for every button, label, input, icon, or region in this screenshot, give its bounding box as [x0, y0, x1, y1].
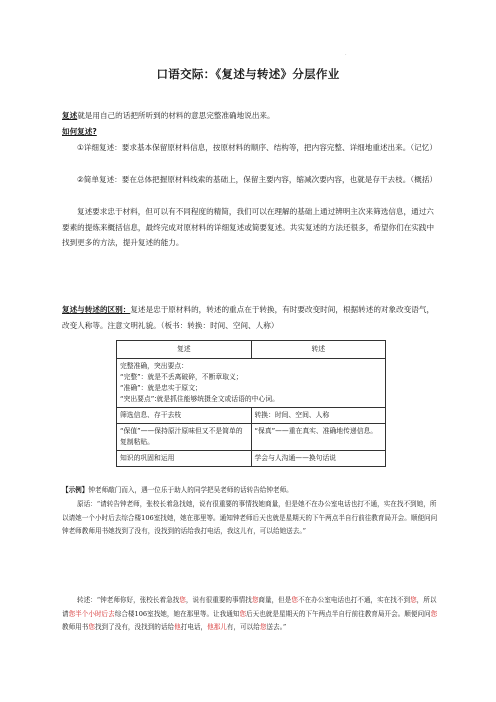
relayed-part: ，说有很重要的事情找	[185, 596, 252, 604]
table-cell-line: 完整准确，突出要点：	[120, 362, 188, 370]
relayed-part: 找到了没有，没找到的话给	[94, 623, 175, 632]
table-row	[117, 424, 386, 451]
relayed-part-highlight: 您	[239, 609, 247, 618]
relayed-part: “钟老师你好，张校长着急找	[96, 596, 180, 604]
table-cell: 学会与人沟通——换句话说	[251, 451, 386, 467]
example-label: 【示例】	[62, 486, 89, 494]
relayed-part: ，所以请	[62, 596, 437, 618]
relayed-part-highlight: 您	[430, 609, 438, 618]
header-dot: ·	[345, 52, 347, 58]
relayed-part: 综合楼106室找她，她在那里等。让我通知	[114, 609, 240, 618]
table-row	[117, 408, 386, 424]
table-header-cell: 转述	[251, 341, 386, 359]
simple-retelling-paragraph: ②简单复述：要在总体把握原材料线索的基础上，保留主要内容，缩减次要内容，也就是存干去枝。（概括）	[77, 175, 437, 184]
original-label: 原话：	[77, 500, 97, 508]
table-cell: “保值”——保持原汁原味但又不是简单的复制粘贴。	[117, 424, 252, 451]
difference-term: 复述与转述的区别：	[62, 305, 131, 314]
table-header-row	[117, 341, 386, 359]
detailed-retelling-paragraph: ①详细复述：要求基本保留原材料信息，按原材料的顺序、结构等，把内容完整、详细地重述出来。（记忆）	[77, 143, 437, 152]
table-cell-line: “突出要点”:就是抓住能够统摄全文或话语的中心词。	[120, 395, 279, 403]
original-words-paragraph	[62, 498, 440, 539]
definition-text: 就是用自己的话把所听到的材料的意思完整准确地说出来。	[77, 111, 275, 120]
relayed-part: 打电话，	[180, 623, 208, 632]
difference-text: 复述是忠于原材料的，转述的重点在于转换，有时要改变时间，根据转述的对象改变语气，改变人称等。注意文明礼貌。（板书：转换：时间、空间、人称）	[62, 305, 435, 330]
table-cell: 知识的巩固和运用	[117, 451, 252, 467]
table-cell	[117, 359, 386, 408]
example-heading	[62, 484, 440, 498]
table-header-cell: 复述	[117, 341, 252, 359]
comparison-table	[116, 340, 386, 467]
relayed-part-highlight: 他	[174, 623, 181, 632]
table-cell: 转换：时间、空间、人称	[251, 408, 386, 424]
relayed-label: 转述：	[77, 596, 97, 604]
relayed-part: 送去。”	[266, 623, 287, 632]
table-row	[117, 451, 386, 467]
relayed-part-highlight: 您	[88, 623, 95, 632]
table-cell: 筛选信息、存干去枝	[117, 408, 252, 424]
relayed-part-highlight: 他那儿	[207, 623, 227, 632]
relayed-part: 后天也就是星期天的下午两点半自行前往教育局开会。顺便问问	[246, 609, 431, 618]
relayed-part-highlight: 您	[259, 623, 267, 632]
relayed-part-highlight: 您	[251, 596, 259, 604]
definition-term: 复述	[62, 111, 78, 120]
relayed-part: 教师用书	[62, 623, 89, 632]
table-cell-line: “准确”：就是忠实于原文；	[120, 384, 202, 392]
relayed-part-highlight: 您半个小时后去	[68, 609, 115, 618]
how-heading: 如何复述?	[62, 127, 97, 136]
table-cell: “保真”——重在真实、准确地传递信息。	[251, 424, 386, 451]
relayed-words-paragraph	[62, 594, 440, 635]
example-intro: 钟老师敲门而入，遇一位乐于助人的同学把吴老师的话转告给钟老师。	[88, 486, 293, 494]
difference-paragraph	[62, 302, 440, 333]
retelling-method-paragraph: 复述要求忠于材料，但可以有不同程度的精简，我们可以在理解的基础上通过辨明主次来筛选信息，通过六要素的提炼来概括信息，最终完成对原材料的详细复述或简要复述。共实复述的方法还很多，希望你们在实践中找到更多的方法，提升复述的能力。	[62, 207, 435, 247]
relayed-part-highlight: 您	[291, 596, 298, 604]
relayed-part: 有，可以给	[226, 623, 260, 632]
definition-paragraph	[62, 108, 440, 124]
relayed-part-highlight: 您	[410, 596, 417, 604]
relayed-part: 不在办公室电话也打不通，实在找不到	[297, 596, 411, 604]
relayed-part: 商量，但是	[258, 596, 292, 604]
table-row	[117, 359, 386, 408]
relayed-part-highlight: 您	[179, 596, 186, 604]
page-title: 口语交际：《复述与转述》分层作业	[156, 67, 340, 81]
table-cell-line: “完整”：就是不丢离破碎，不断章取义；	[120, 373, 243, 381]
original-text: “请转告钟老师，张校长着急找她，说有很重要的事情找她商量，但是她不在办公室电话也打不通，实在找不到她，所以请她一个小时后去综合楼106室找她，她在那里等。通知钟老师后天也就是星期天的下午两点半自行前往教育局开会。顺便问问钟老师教师用书她找到了没有，没找到的话给我打电话，我这儿有，可以给她送去。”	[62, 500, 438, 536]
